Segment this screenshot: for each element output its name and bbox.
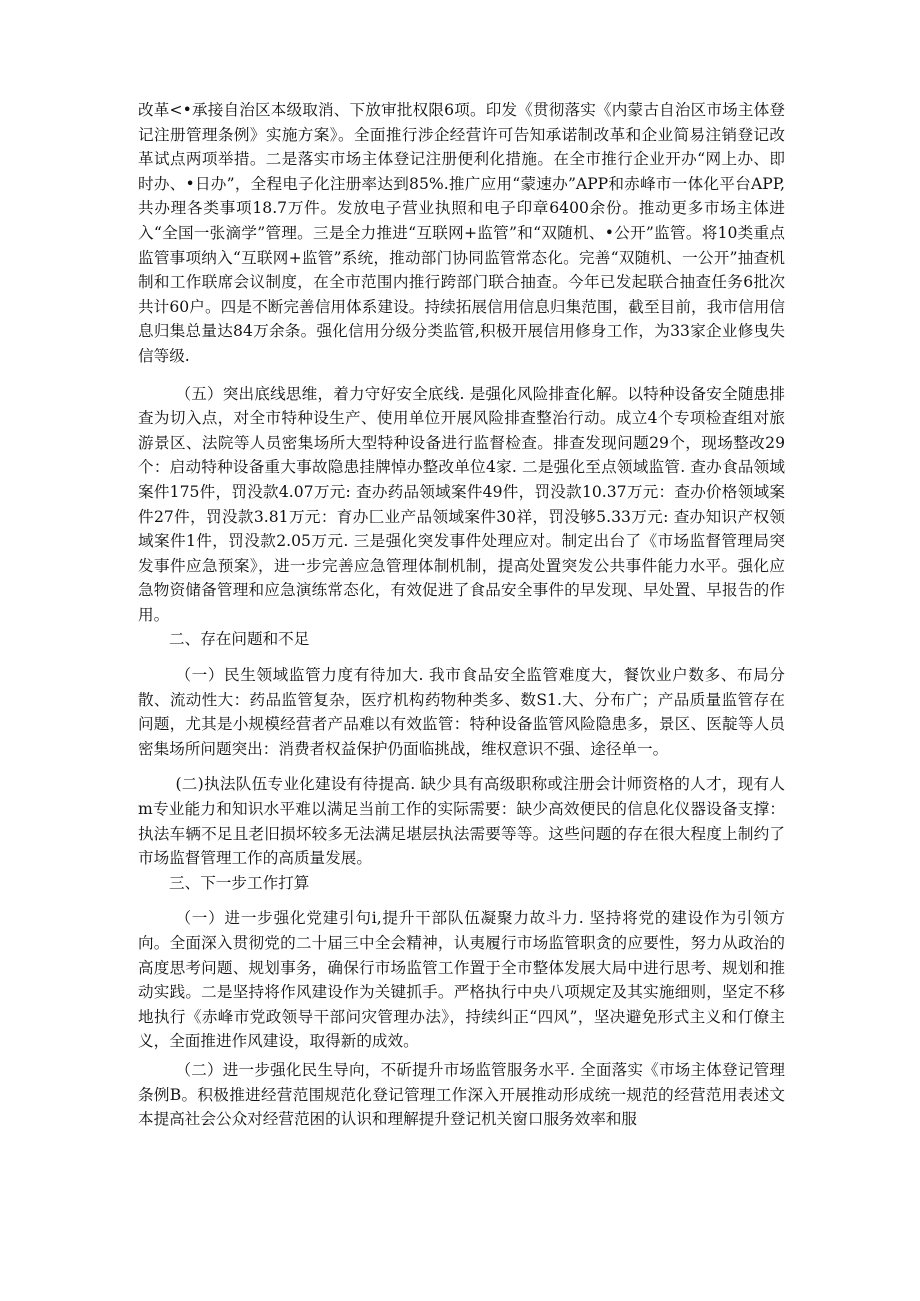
paragraph-enforcement-team: (二)执法队伍专业化建设有待提高. 缺少具有高级职称或注册会计师资格的人才，现有人m专业能力和知识水平难以满足当前工作的实际需要：缺少高效便民的信息化仪器设备支撑：执法车辆不足且老旧损坏较多无法满足堪层执法需要等等。这些问题的存在很大程度上制约了市场监督管理工作的高质量发展。 (138, 775, 785, 868)
paragraph-livelihood-orientation: （二）进一步强化民生导向，不斫提升市场监管服务水平. 全面落实《市场主体登记管理条例B。积极推进经营范围规范化登记管理工作深入开展推动形成统一规范的经营范用表述文本提高社会公众对经营范困的认识和理解提升登记机关窗口服务效率和服 (138, 1060, 785, 1129)
section-heading-next-steps: 三、下一步工作打算 (169, 873, 310, 892)
paragraph-registration-reform: 改革<•承接自治区本级取消、下放审批权限6项。印发《贯彻落实《内蒙古自治区市场主体登记注册管理条例》实施方案》。全面推行涉企经营许可告知承诺制改革和企业简易注销登记改革试点两项举措。二是落实市场主体登记注册便利化措施。在全市推行企业开办“网上办、即时办、•日办”，全程电子化注册率达到85%.推广应用“蒙速办”APP和赤峰市一体化平台APP,共办理各类事项18.7万件。发放电子营业执照和电子印章6400余份。推动更多市场主体进入“全国一张滴学”管理。三是全力推进“互联网+监管”和“双随机、•公开”监管。将10类重点监管事项纳入“互联网+监管”系统，推动部门协同监管常态化。完善“双随机、一公开”抽查机制和工作联席会议制度，在全市范围内推行跨部门联合抽查。今年已发起联合抽查任务6批次共计60户。四是不断完善信用体系建设。持续拓展信用信息归集范围，截至目前，我市信用信息归集总量达84万余条。强化信用分级分类监管,积极开展信用修身工作，为33家企业修曳失信等级. (138, 101, 785, 365)
paragraph-livelihood-supervision: （一）民生领域监管力度有待加大. 我市食品安全监管难度大，餐饮业户数多、布局分散、流动性大：药品监管复杂，医疗机构药物种类多、数S1.大、分布广；产品质量监管存在问题，尤其是小规模经营者产品难以有效监管：特种设备监管风险隐患多，景区、医靛等人员密集场所问题突出：消费者权益保护仍面临挑战，维权意识不强、途径单一。 (138, 666, 785, 758)
paragraph-party-building: （一）进一步强化党建引句i,提升干部队伍凝聚力故斗力. 坚持将党的建设作为引领方向。全面深入贯彻党的二十届三中全会精神，认夷履行市场监管职贪的应要性，努力从政治的高度思考问题、规划事务，确保行市场监管工作置于全市整体发展大局中进行思考、规划和推动实践。二是坚持将作风建设作为关键抓手。严格执行中央八项规定及其实施细则，坚定不移地执行《赤峰市党政领导干部问灾管理办法》，持续纠正“四风”，坚决避免形式主义和仃僚主义，全面推进作风建设，取得新的成效。 (138, 909, 785, 1051)
section-heading-problems: 二、存在问题和不足 (169, 630, 310, 649)
paragraph-safety-bottom-line: （五）突出底线思维，着力守好安全底线. 是强化风险排査化解。以特种设备安全随患排查为切入点，对全市特种设生产、使用单位开展风险排查整治行动。成立4个专项检査组对旅游景区、法院等人员密集场所大型特种设备进行监督检查。排查发现问题29个，现场整改29个：启动特种设备重大事故隐患挂牌悼办整改单位4家. 二是强化至点领域监管. 查办食品领域案件175件，罚没款4.07万元: 査办药品领域案件49件，罚没款10.37万元：查办价格领域案件27件，罚没款3.81万元：育办匚业产品领域案件30祥，罚没够5.33万元: 查办知识产权领域案件1件，罚没款2.05万元. 三是强化突发事件处理应对。制定出台了《市场监督管理局突发事件应急预案》，进一步完善应急管理体制机制，提高处置突发公共事件能力水平。强化应急物资储备管理和应急演练常态化，有效促进了食品安全事件的早发现、早处置、早报告的作用。 (138, 384, 785, 624)
document-body (138, 98, 785, 1132)
